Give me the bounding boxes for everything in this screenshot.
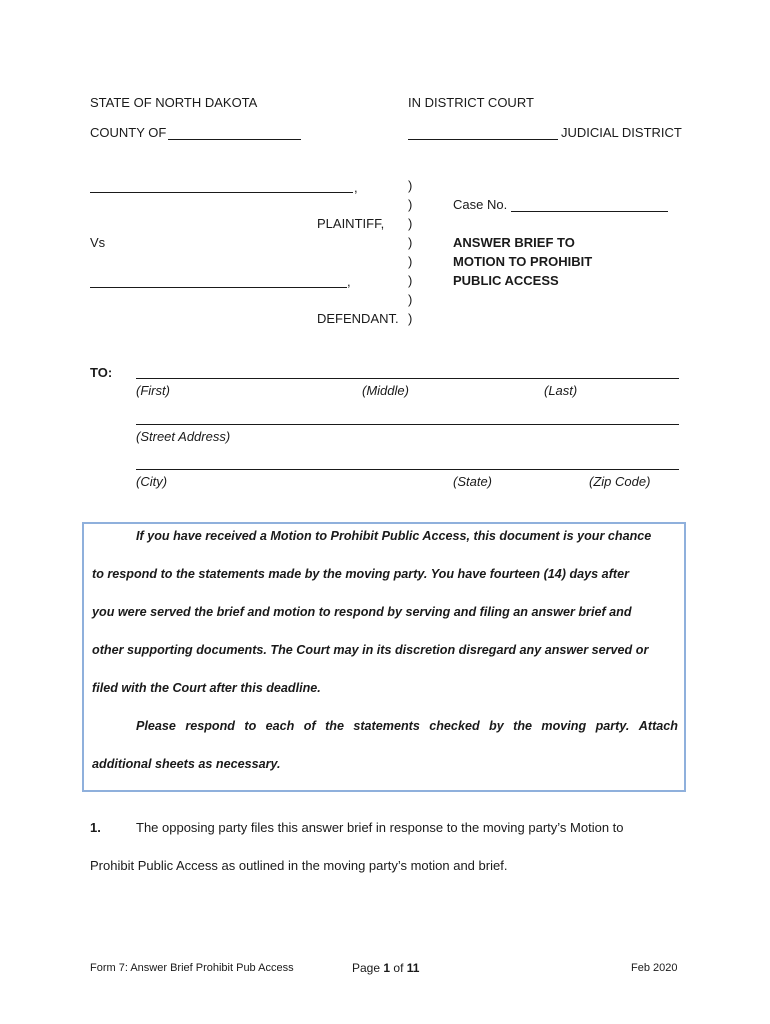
page-of: of [393, 961, 404, 975]
caption-paren: ) [408, 178, 413, 193]
notice-word: of [303, 719, 316, 733]
state-heading: STATE OF NORTH DAKOTA [90, 95, 258, 110]
caption-paren: ) [408, 216, 413, 231]
doc-title-line: MOTION TO PROHIBIT [453, 254, 593, 269]
notice-word: moving [541, 719, 587, 733]
street-blank[interactable] [136, 424, 679, 425]
state-caption: (State) [453, 474, 493, 489]
footer-date: Feb 2020 [631, 962, 678, 974]
doc-title-line: ANSWER BRIEF TO [453, 235, 575, 250]
notice-line: filed with the Court after this deadline. [92, 681, 321, 695]
caption-paren: ) [408, 273, 413, 288]
street-caption: (Street Address) [136, 429, 231, 444]
notice-word: to [244, 719, 257, 733]
caption-paren: ) [408, 254, 413, 269]
footer-form-name: Form 7: Answer Brief Prohibit Pub Access [90, 962, 294, 974]
plaintiff-comma: , [354, 180, 358, 195]
defendant-comma: , [347, 274, 351, 289]
notice-line: If you have received a Motion to Prohibit Public Access, this document is your chance [136, 529, 652, 543]
notice-word: by [489, 719, 504, 733]
caption-paren: ) [408, 292, 413, 307]
caption-paren: ) [408, 235, 413, 250]
notice-line: other supporting documents. The Court may in its discretion disregard any answer served or [92, 643, 649, 657]
case-no-blank[interactable] [511, 211, 668, 212]
to-label: TO: [90, 365, 113, 380]
notice-word: party. [595, 719, 630, 733]
district-blank[interactable] [408, 139, 558, 140]
notice-word: the [513, 719, 533, 733]
district-label: JUDICIAL DISTRICT [561, 125, 682, 140]
city-caption: (City) [136, 474, 168, 489]
middle-name-caption: (Middle) [362, 383, 409, 398]
last-name-caption: (Last) [544, 383, 578, 398]
notice-word: statements [353, 719, 420, 733]
paragraph-number: 1. [90, 820, 101, 835]
plaintiff-name-blank[interactable] [90, 192, 353, 193]
court-heading: IN DISTRICT COURT [408, 95, 534, 110]
county-label: COUNTY OF [90, 125, 167, 140]
plaintiff-label: PLAINTIFF, [317, 216, 385, 231]
notice-word: checked [429, 719, 480, 733]
notice-word: each [265, 719, 295, 733]
page-indicator [352, 961, 419, 975]
county-blank[interactable] [168, 139, 301, 140]
vs-label: Vs [90, 235, 106, 250]
doc-title-line: PUBLIC ACCESS [453, 273, 559, 288]
notice-line-justified [136, 719, 678, 733]
page-prefix: Page [352, 961, 381, 975]
caption-paren: ) [408, 311, 413, 326]
paragraph-text: The opposing party files this answer brief in response to the moving party’s Motion to [136, 820, 624, 835]
notice-word: Attach [638, 719, 678, 733]
defendant-label: DEFENDANT. [317, 311, 399, 326]
notice-line: you were served the brief and motion to respond by serving and filing an answer brief and [92, 605, 632, 619]
notice-word: respond [185, 719, 235, 733]
notice-box [82, 522, 686, 792]
first-name-caption: (First) [136, 383, 170, 398]
defendant-name-blank[interactable] [90, 287, 347, 288]
paragraph-text: Prohibit Public Access as outlined in the moving party’s motion and brief. [90, 858, 508, 873]
city-state-zip-blank[interactable] [136, 469, 679, 470]
page-current: 1 [383, 961, 391, 975]
page-total: 11 [406, 961, 420, 975]
name-blank[interactable] [136, 378, 679, 379]
case-no-label: Case No. [453, 197, 508, 212]
notice-word: Please [136, 719, 176, 733]
zip-caption: (Zip Code) [589, 474, 651, 489]
notice-line: to respond to the statements made by the moving party. You have fourteen (14) days after [92, 567, 629, 581]
notice-line: additional sheets as necessary. [92, 757, 281, 771]
notice-word: the [325, 719, 344, 733]
caption-paren: ) [408, 197, 413, 212]
